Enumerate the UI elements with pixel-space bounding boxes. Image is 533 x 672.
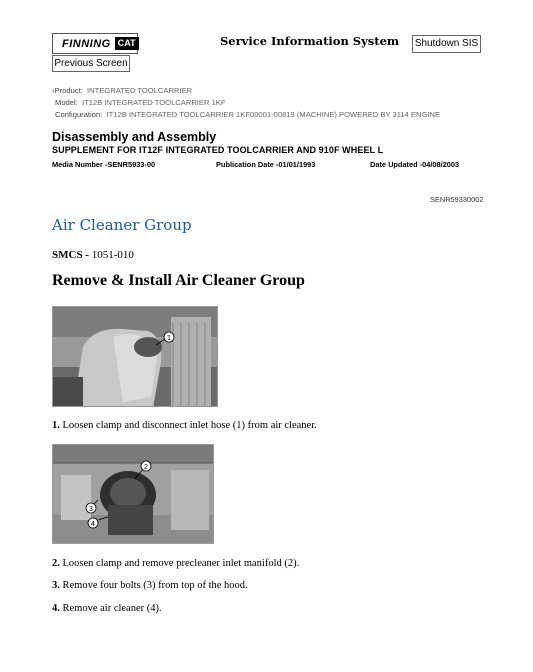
model-line: [55, 98, 226, 107]
figure1-callout: 1: [167, 335, 171, 342]
model-label: Model:: [55, 98, 78, 107]
procedure-title: Remove & Install Air Cleaner Group: [52, 272, 305, 289]
step-3: [52, 580, 248, 591]
figure-air-cleaner-photo: [52, 444, 214, 544]
model-value: IT12B INTEGRATED TOOLCARRIER 1KF: [82, 98, 226, 107]
media-number: Media Number -SENR5933-00: [52, 160, 156, 169]
step-text: Remove air cleaner (4).: [62, 603, 162, 614]
step-number: 3.: [52, 580, 60, 591]
smcs-code: [52, 249, 134, 261]
section-title: Disassembly and Assembly: [52, 130, 217, 144]
figure2-callout-2: 2: [144, 464, 148, 471]
step-number: 4.: [52, 603, 60, 614]
shutdown-sis-button[interactable]: Shutdown SIS: [412, 35, 481, 53]
step-2: [52, 558, 299, 569]
product-line: [52, 86, 192, 95]
figure2-callout-4: 4: [91, 521, 95, 528]
step-text: Loosen clamp and remove precleaner inlet manifold (2).: [62, 558, 300, 569]
configuration-value: IT12B INTEGRATED TOOLCARRIER 1KF00001-00819 (MACHINE) POWERED BY 3114 ENGINE: [106, 110, 441, 119]
publication-date: Publication Date -01/01/1993: [216, 160, 316, 169]
configuration-label: Configuration:: [55, 110, 103, 119]
figure-inlet-hose-photo: [52, 306, 218, 407]
page-title: Service Information System: [220, 34, 400, 48]
step-text: Loosen clamp and disconnect inlet hose (1) from air cleaner.: [62, 420, 317, 431]
product-label: Product:: [54, 86, 83, 95]
step-number: 1.: [52, 420, 60, 431]
previous-screen-button[interactable]: Previous Screen: [52, 55, 130, 72]
product-value: INTEGRATED TOOLCARRIER: [87, 86, 193, 95]
step-1: [52, 420, 317, 431]
step-number: 2.: [52, 558, 60, 569]
smcs-label: SMCS -: [52, 249, 89, 261]
logo-text: FINNING: [62, 37, 111, 50]
figure2-callout-3: 3: [89, 506, 93, 513]
configuration-line: [55, 110, 440, 119]
finning-cat-logo: [52, 33, 138, 54]
date-updated: Date Updated -04/08/2003: [370, 160, 460, 169]
group-title: Air Cleaner Group: [52, 216, 192, 234]
step-4: [52, 603, 162, 614]
back-arrow-icon[interactable]: ‹: [52, 86, 55, 95]
step-text: Remove four bolts (3) from top of the hood.: [62, 580, 248, 591]
cat-badge: CAT: [115, 37, 139, 50]
document-id: SENR59330002: [430, 195, 484, 204]
smcs-value: 1051-010: [91, 249, 134, 261]
supplement-title: SUPPLEMENT FOR IT12F INTEGRATED TOOLCARRIER AND 910F WHEEL L: [52, 145, 384, 155]
